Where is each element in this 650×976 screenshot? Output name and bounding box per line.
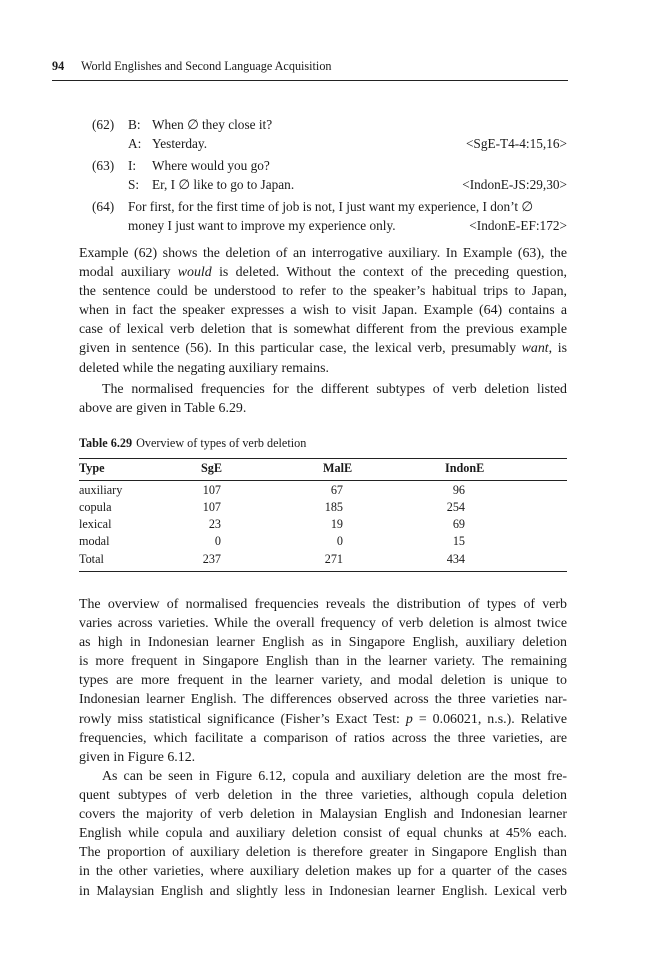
paragraph-4 [79, 767, 567, 901]
speaker-label: B: [128, 117, 141, 132]
table-cell: 254 [446, 500, 465, 514]
text-line: in the other varieties, where auxiliary deletion makes up for a quarter of the cases [79, 864, 567, 880]
text-line: types are more frequent in the learner variety, and modal deletion is unique to [79, 673, 567, 689]
table-cell: 0 [336, 534, 343, 548]
text-line: case of lexical verb deletion that is somewhat different from the previous example [79, 322, 567, 338]
example-number: (63) [92, 158, 115, 173]
row-label: lexical [79, 517, 112, 531]
utterance: Er, I ∅ like to go to Japan. [152, 177, 295, 192]
example-source: <IndonE-JS:29,30> [462, 177, 567, 192]
speaker-label: A: [128, 136, 142, 151]
table-cell: 96 [452, 483, 465, 497]
data-table [79, 456, 567, 576]
table-cell: 107 [202, 500, 221, 514]
row-label: Total [79, 552, 104, 566]
text-line: Indonesian learner English. The differences observed across the three varieties nar- [79, 692, 567, 708]
table-cell: 237 [202, 552, 221, 566]
row-label: auxiliary [79, 483, 123, 497]
text-line: covers the majority of verb deletion in Malaysian English and Indonesian learner [79, 807, 567, 823]
text-line: Example (62) shows the deletion of an interrogative auxiliary. In Example (63), the [79, 246, 567, 261]
table-cell: 0 [214, 534, 221, 548]
speaker-label: I: [128, 158, 137, 173]
text-line: when in fact the speaker expresses a wish to visit Japan. Example (64) contains a [79, 303, 567, 319]
row-label: copula [79, 500, 112, 514]
table-cell: 23 [208, 517, 221, 531]
text-line: The normalised frequencies for the different subtypes of verb deletion listed [102, 382, 567, 397]
utterance: For first, for the first time of job is not, I just want my experience, I don’t ∅ [128, 199, 533, 214]
text-line: above are given in Table 6.29. [79, 401, 247, 417]
table-top-rule [79, 458, 567, 459]
table-cell: 434 [446, 552, 465, 566]
emphasis: would [177, 265, 212, 281]
example-62 [92, 115, 567, 153]
utterance: Yesterday. [152, 136, 208, 151]
text-line: English while copula and auxiliary deletion consist of equal chunks at 45% each. [79, 826, 567, 842]
column-header: IndonE [445, 461, 485, 475]
table-label: Table 6.29 [79, 436, 133, 450]
text-line: quent subtypes of verb deletion in the three varieties, although copula deletion [79, 788, 567, 804]
table-cell: 15 [452, 534, 465, 548]
example-source: <SgE-T4-4:15,16> [465, 136, 567, 151]
table-cell: 67 [330, 483, 343, 497]
utterance: money I just want to improve my experience only. [128, 218, 396, 233]
paragraph-1 [79, 244, 567, 378]
text-line: modal auxiliary would is deleted. Without the context of the preceding question, [79, 265, 567, 281]
text-line: is more frequent in Singapore English than in the learner variety. The remaining [79, 654, 567, 670]
header-rule [52, 80, 568, 81]
text-line: deleted while the negating auxiliary remains. [79, 360, 329, 376]
row-label: modal [79, 534, 110, 548]
example-63 [92, 156, 567, 194]
text-line: The proportion of auxiliary deletion is therefore greater in Singapore English than [79, 845, 567, 861]
utterance: When ∅ they close it? [152, 117, 273, 132]
text-line: given in Figure 6.12. [79, 749, 196, 765]
column-header: Type [79, 461, 105, 475]
text-line: As can be seen in Figure 6.12, copula and auxiliary deletion are the most fre- [102, 769, 567, 784]
emphasis: p [405, 711, 413, 727]
text-line: rowly miss statistical significance (Fisher’s Exact Test: p = 0.06021, n.s.). Relative [79, 711, 567, 727]
text-line: as high in Indonesian learner English as in Singapore English, auxiliary deletion [79, 635, 567, 651]
table-header-rule [79, 480, 567, 481]
column-header: MalE [323, 461, 353, 475]
utterance: Where would you go? [152, 158, 270, 173]
table-cell: 271 [324, 552, 343, 566]
column-header: SgE [201, 461, 223, 475]
emphasis: want [521, 341, 549, 357]
page-number: 94 [52, 59, 65, 73]
text-line: in Malaysian English and slightly less in Indonesian learner English. Lexical verb [79, 883, 567, 899]
speaker-label: S: [128, 177, 140, 192]
table-cell: 185 [324, 500, 343, 514]
table-bottom-rule [79, 571, 567, 572]
running-title: World Englishes and Second Language Acquisition [81, 59, 332, 73]
table-cell: 107 [202, 483, 221, 497]
text-line: the sentence could be understood to refer to the speaker’s habitual trips to Japan, [79, 284, 567, 300]
text-line: varies across varieties. While the overall frequency of verb deletion is almost twice [79, 616, 567, 632]
text-line: given in sentence (56). In this particular case, the lexical verb, presumably want, is [79, 341, 567, 357]
table-cell: 19 [330, 517, 343, 531]
table-caption [79, 436, 306, 451]
paragraph-2 [79, 380, 567, 418]
example-number: (62) [92, 117, 115, 132]
paragraph-3 [79, 595, 567, 767]
table-cell: 69 [452, 517, 465, 531]
example-source: <IndonE-EF:172> [469, 218, 567, 233]
example-64 [92, 197, 567, 235]
text-line: frequencies, which facilitate a comparison of ratios across the three varieties, are [79, 730, 567, 746]
example-number: (64) [92, 199, 115, 214]
text-line: The overview of normalised frequencies reveals the distribution of types of verb [79, 597, 567, 612]
table-title: Overview of types of verb deletion [136, 436, 307, 450]
running-head [52, 59, 568, 74]
